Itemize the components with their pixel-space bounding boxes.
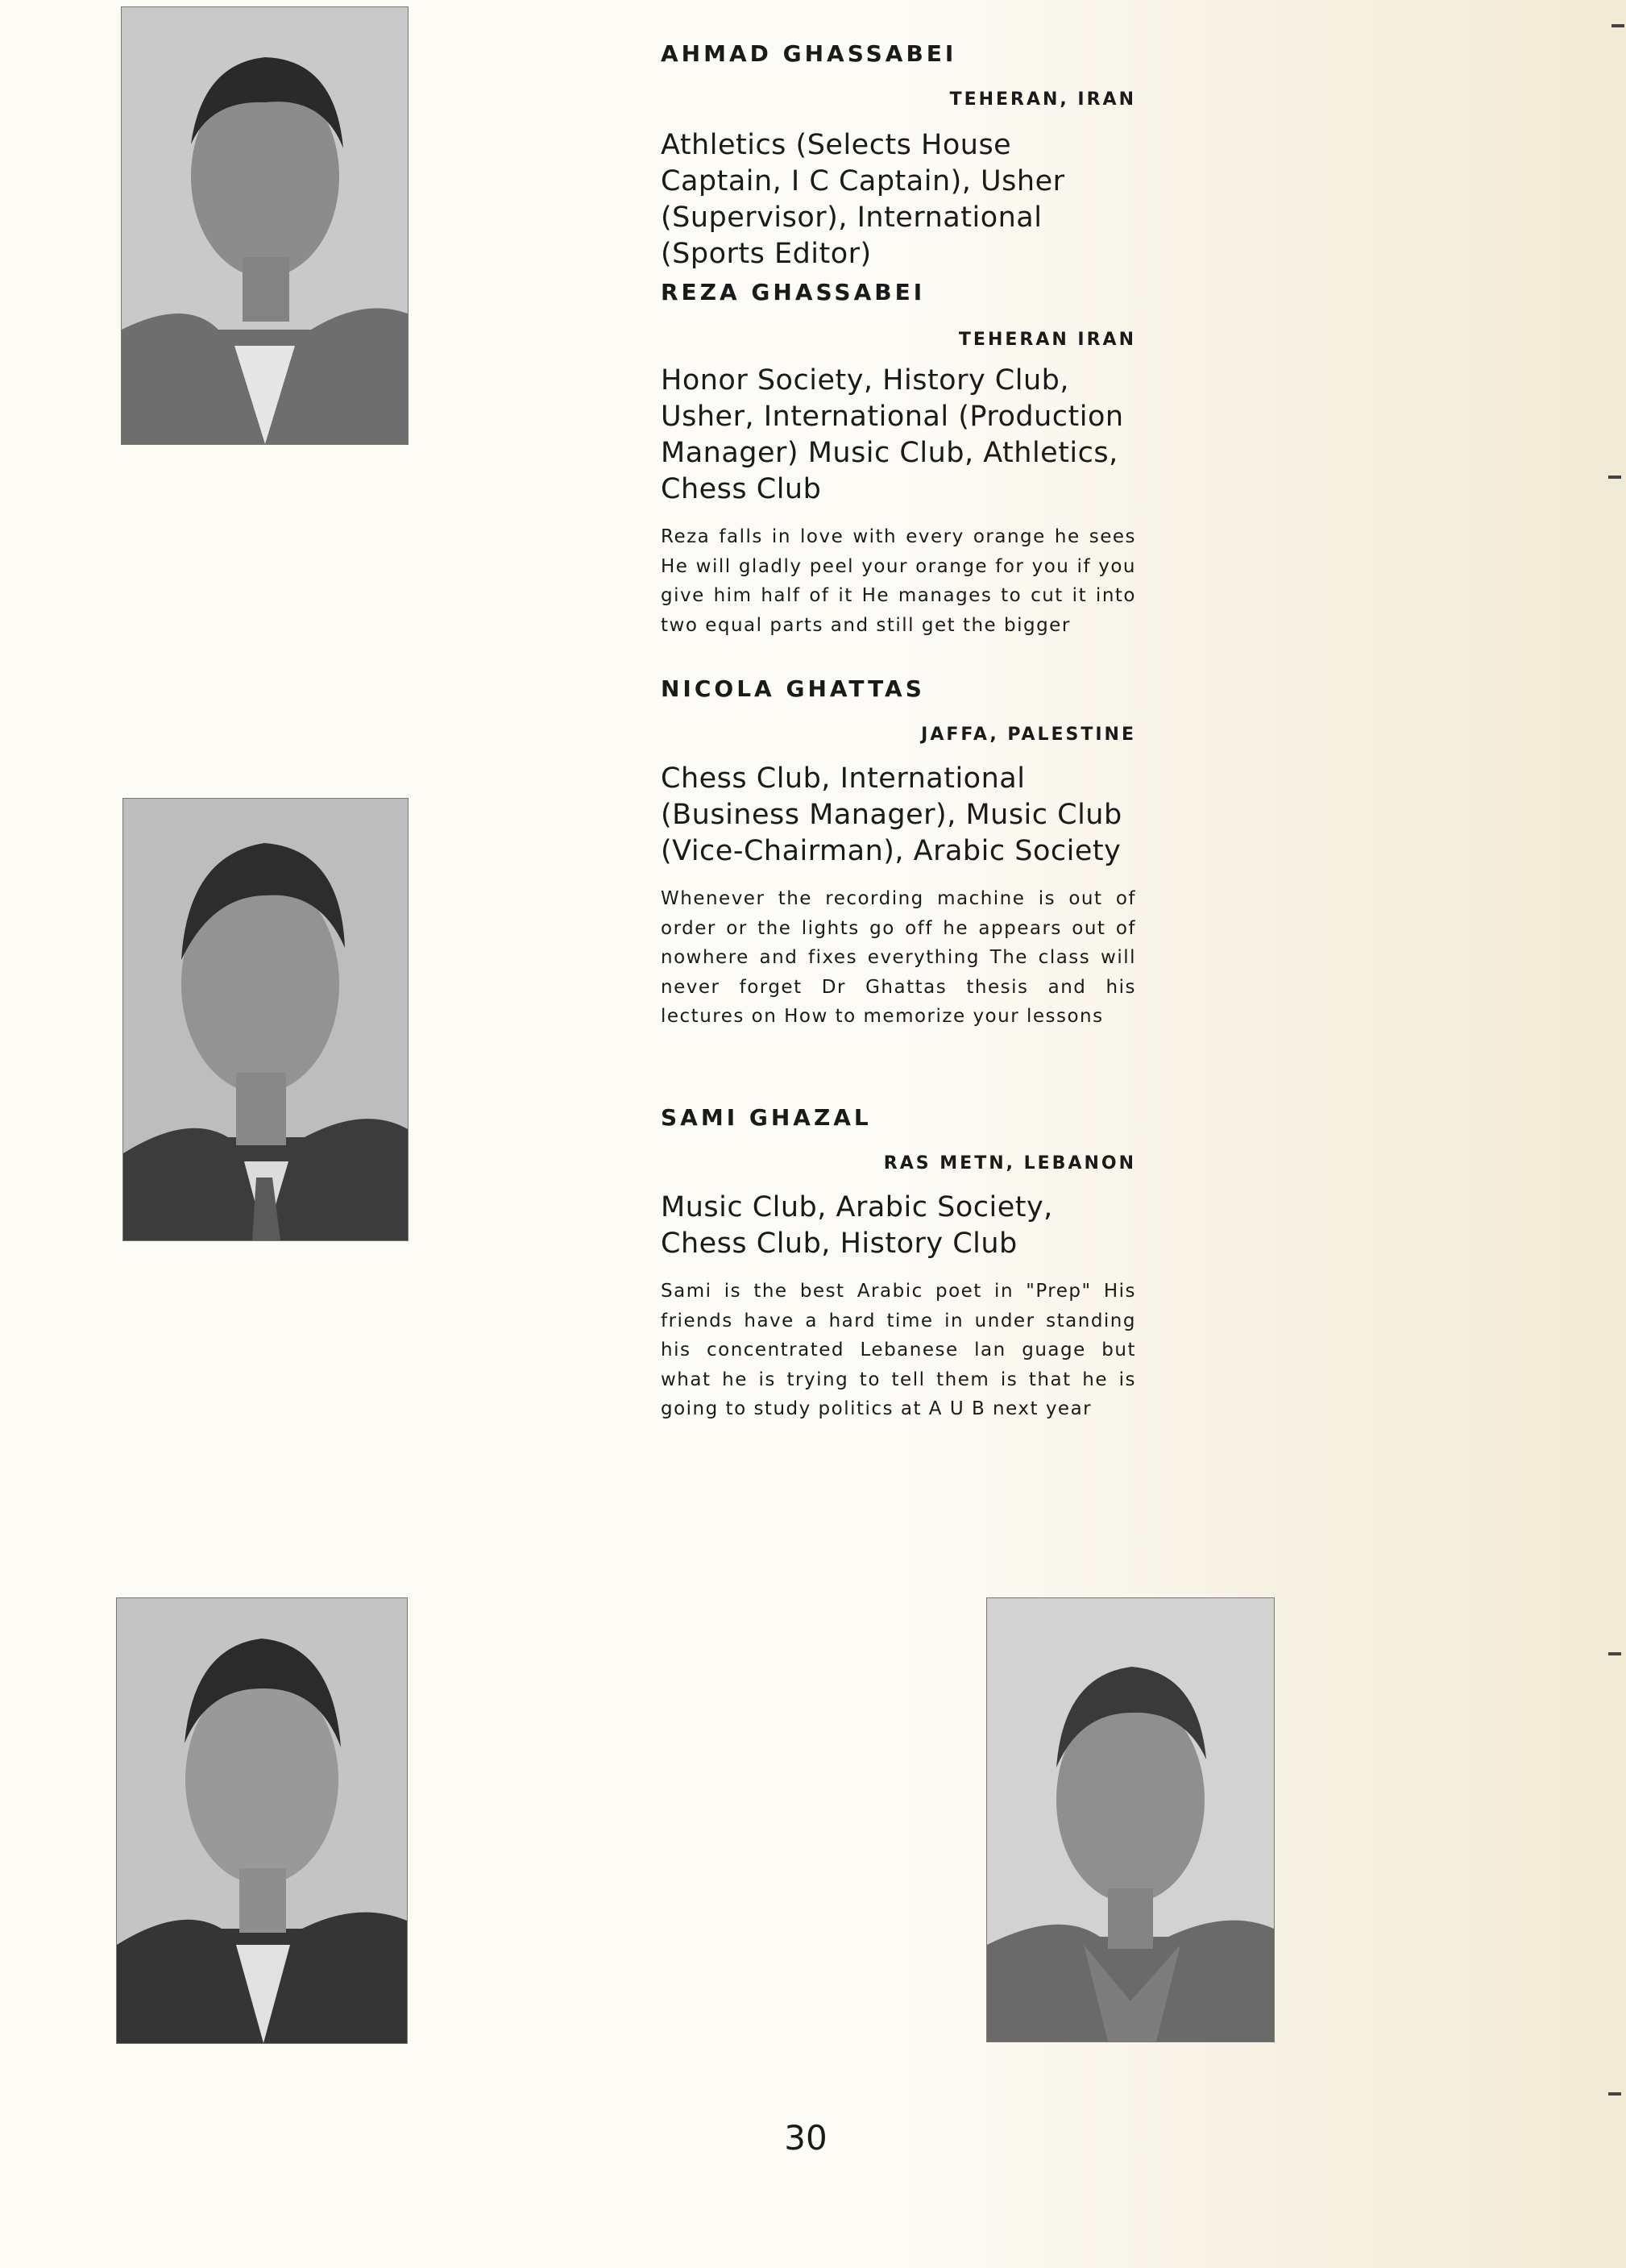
edge-mark	[1608, 476, 1621, 479]
student-name: NICOLA GHATTAS	[661, 675, 925, 702]
student-bio: Whenever the recording machine is out of order or the lights go off he appears out of nowhere and fixes everything The class will never forget Dr Ghattas thesis and his lectures on How to memorize your lessons	[661, 888, 1136, 1027]
portrait-4-image	[987, 1598, 1274, 2042]
portrait-3-image	[117, 1598, 407, 2043]
edge-mark	[1608, 2092, 1621, 2096]
student-activities: Honor Society, History Club, Usher, International (Production Manager) Music Club, Athletics, Chess Club	[661, 364, 1124, 505]
portrait-photo-1	[121, 6, 409, 445]
student-entry-2	[661, 279, 1136, 640]
student-hometown: TEHERAN IRAN	[958, 330, 1136, 350]
edge-mark	[1611, 24, 1624, 27]
student-hometown: JAFFA, PALESTINE	[921, 725, 1136, 745]
student-hometown: TEHERAN, IRAN	[949, 89, 1136, 110]
portrait-photo-3	[116, 1597, 408, 2044]
student-name: SAMI GHAZAL	[661, 1104, 872, 1131]
portrait-photo-4	[986, 1597, 1275, 2042]
student-name: AHMAD GHASSABEI	[661, 40, 957, 67]
student-activities: Chess Club, International (Business Manager), Music Club (Vice-Chairman), Arabic Society	[661, 762, 1122, 867]
edge-mark	[1608, 1652, 1621, 1655]
student-entry-4	[661, 1104, 1136, 1424]
student-name: REZA GHASSABEI	[661, 279, 926, 305]
portrait-1-image	[122, 7, 408, 444]
student-entry-3	[661, 675, 1136, 1032]
student-bio: Sami is the best Arabic poet in "Prep" His friends have a hard time in under standing his concentrated Lebanese lan guage but what he is trying to tell them is that he is going to study politics at A U B next year	[661, 1281, 1136, 1419]
student-activities: Athletics (Selects House Captain, I C Captain), Usher (Supervisor), International (Sports Editor)	[661, 129, 1065, 270]
student-entry-1	[661, 40, 1136, 272]
student-activities: Music Club, Arabic Society, Chess Club, History Club	[661, 1191, 1053, 1260]
portrait-photo-2	[122, 798, 409, 1241]
portrait-2-image	[123, 799, 408, 1240]
student-bio: Reza falls in love with every orange he sees He will gladly peel your orange for you if you give him half of it He manages to cut it into two equal parts and still get the bigger	[661, 526, 1136, 636]
student-hometown: RAS METN, LEBANON	[883, 1153, 1136, 1173]
page-number: 30	[784, 2118, 828, 2158]
